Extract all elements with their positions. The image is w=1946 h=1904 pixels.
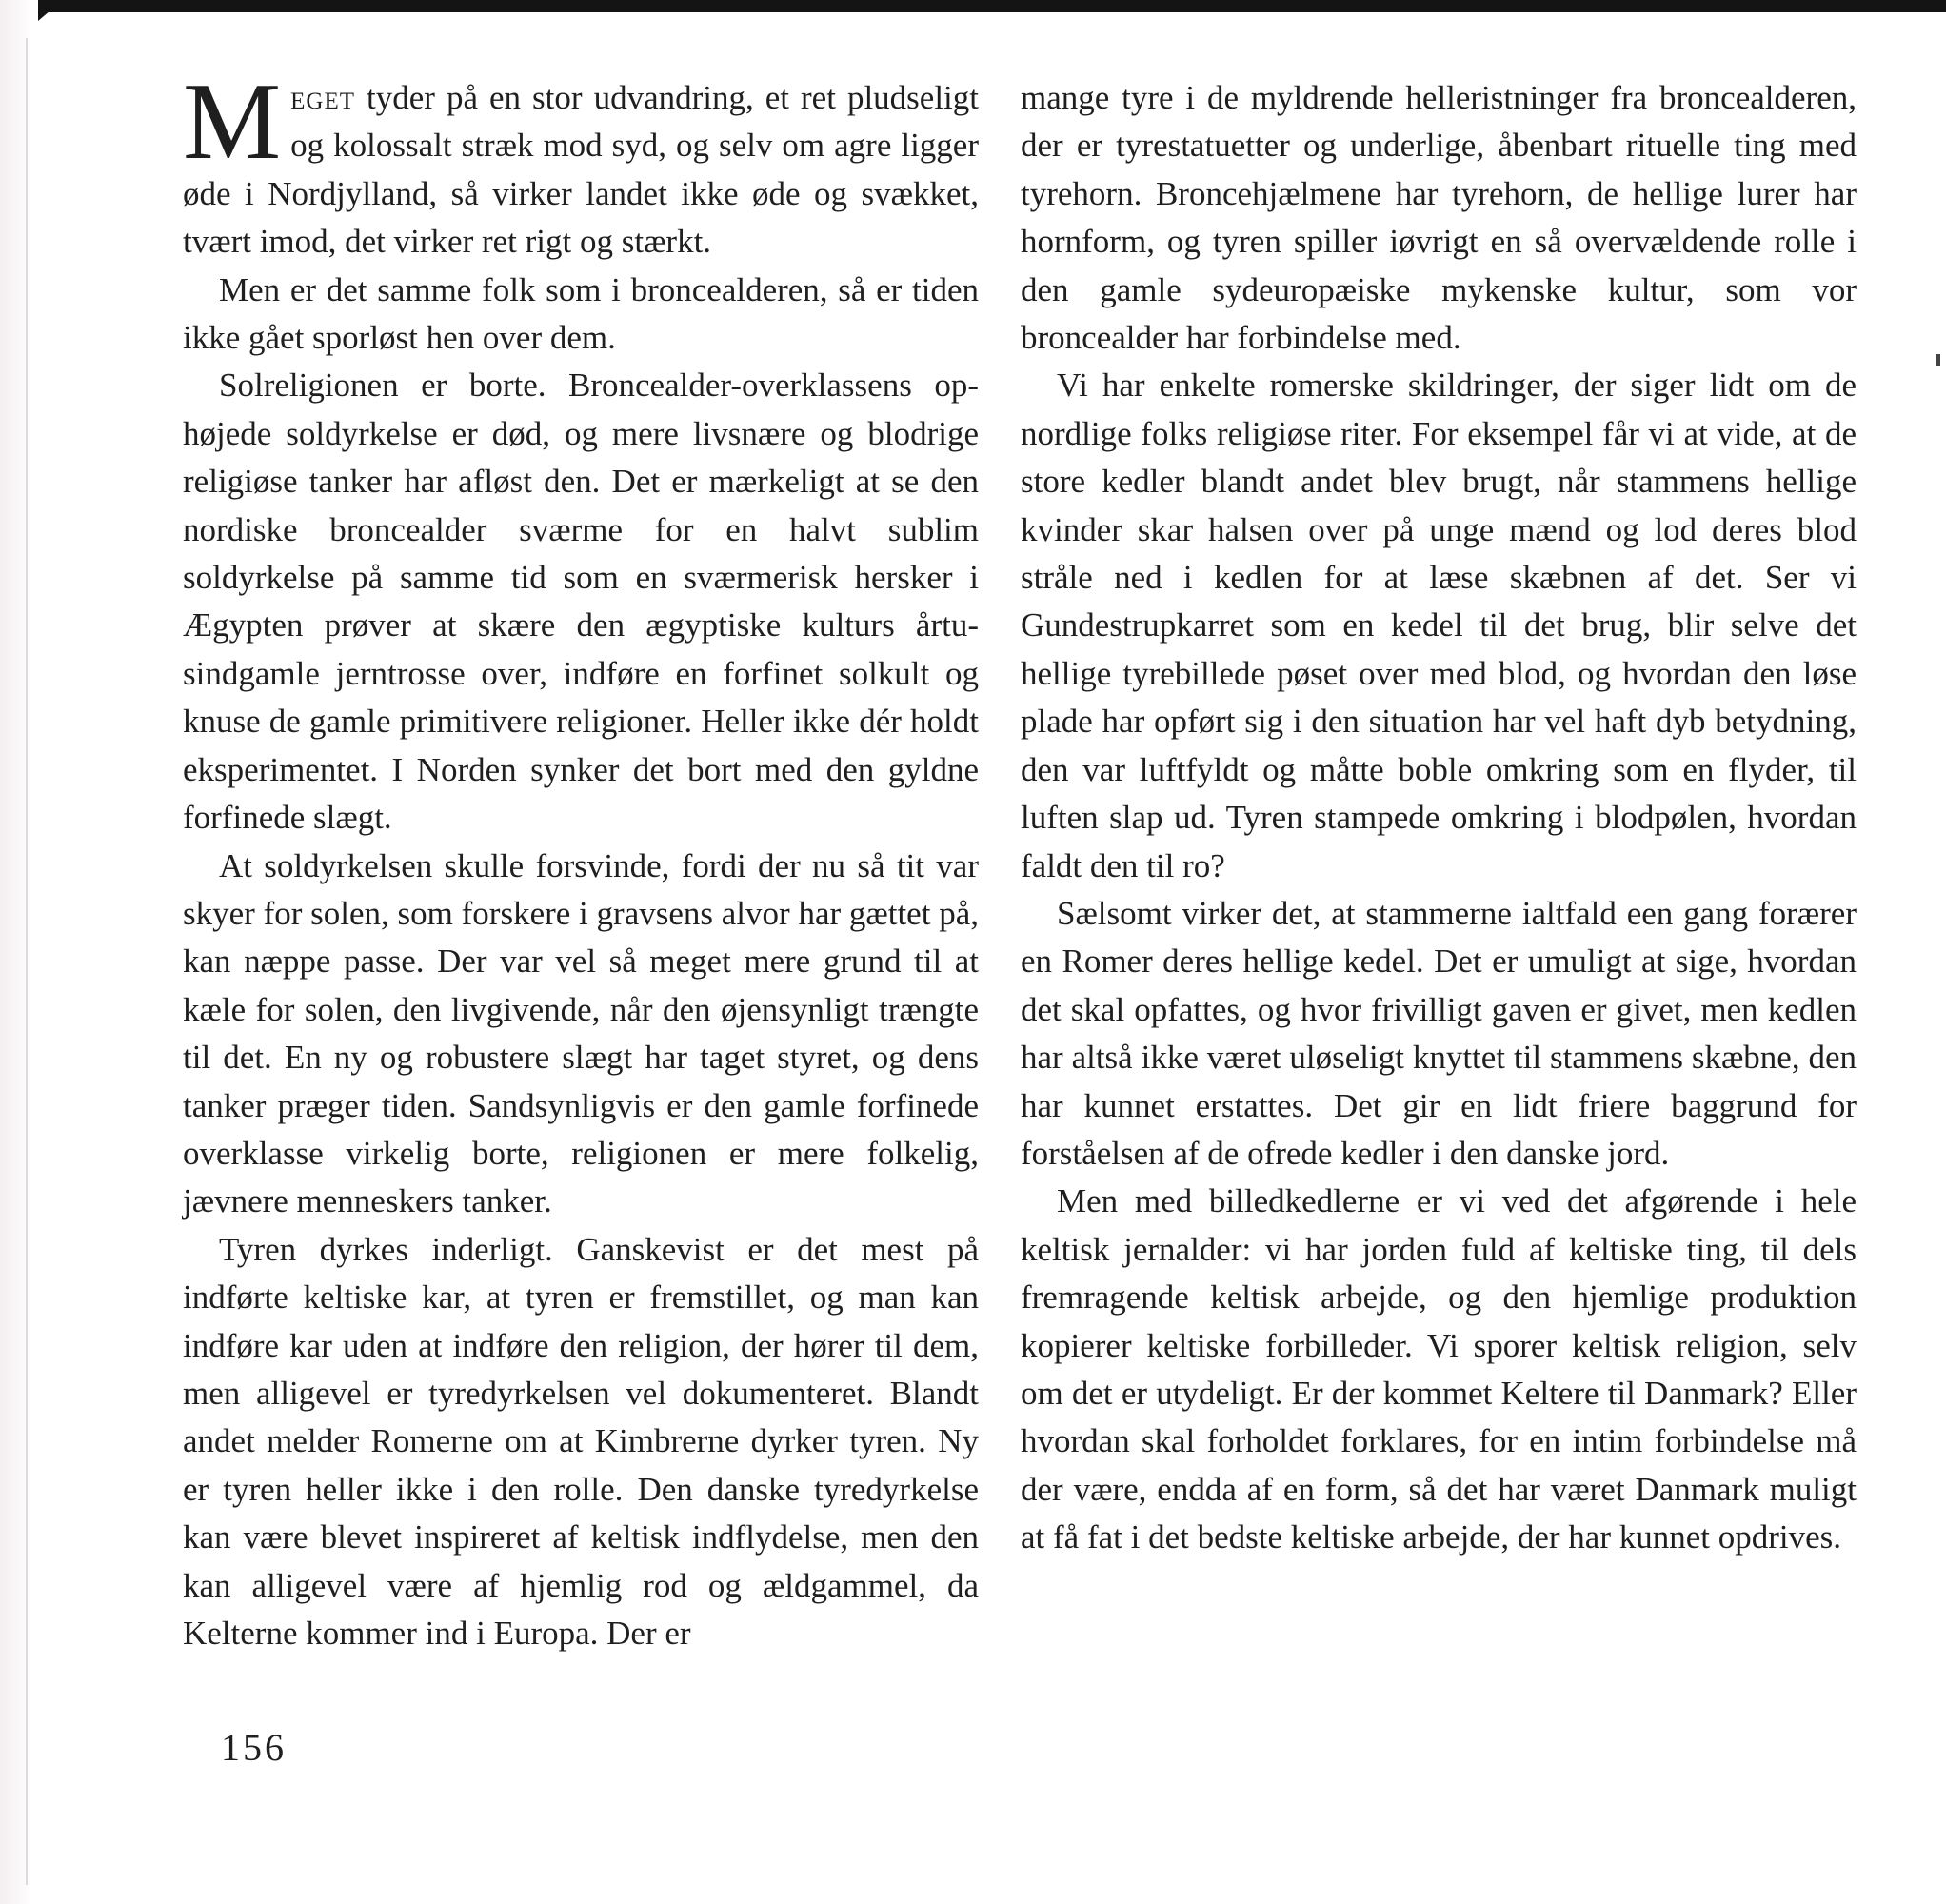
lead-small-caps: eget (290, 79, 356, 116)
top-border-rule (38, 0, 1946, 12)
body-paragraph: Tyren dyrkes inderligt. Ganskevist er det mest på indførte keltiske kar, at tyren er fremstillet, og man kan indføre kar uden at indføre den religion, der hører til dem, men alligevel er tyredyrkelsen vel dokumenteret. Blandt andet melder Romerne om at Kimbrerne dyrker tyren. Ny er tyren heller ikke i den rolle. Den danske tyredyrkelse kan være blevet inspireret af keltisk indflydelse, men den kan alligevel være af hjemlig rod og ældgammel, da Kelterne kommer ind i Europa. Der er (183, 1230, 979, 1652)
opening-paragraph-text: tyder på en stor udvandring, et ret pludseligt og kolossalt stræk mod syd, og selv om agre ligger øde i Nordjylland, så virker landet ikke øde og svækket, tvært imod, det virker ret rigt og stærkt. (183, 79, 979, 261)
continued-paragraph: mange tyre i de myldrende helleristninger fra broncealderen, der er tyrestatuetter og underlige, åbenbart rituelle ting med tyrehorn. Broncehjælmene har tyrehorn, de hellige lurer har hornform, og tyren spiller iøvrigt en så overvældende rolle i den gamle sydeuropæiske mykenske kultur, som vor broncealder har forbindelse med. (1021, 79, 1857, 357)
body-paragraph: Vi har enkelte romerske skildringer, der siger lidt om de nordlige folks religiøse riter. For eksempel får vi at vide, at de store kedler blandt andet blev brugt, når stammens hellige kvinder skar halsen over på unge mænd og lod deres blod stråle ned i kedlen for at læse skæbnen af det. Ser vi Gundestrupkarret som en kedel til det brug, blir selve det hellige tyrebillede pøset over med blod, og hvordan den løse plade har opført sig i den situation har vel haft dyb betydning, den var luftfyldt og måtte boble omkring som en flyder, til luften slap ud. Tyren stampede omkring i blodpølen, hvordan faldt den til ro? (1021, 367, 1857, 884)
body-paragraph: Sælsomt virker det, at stammerne ialtfald een gang forærer en Romer deres hellige kedel. Det er umuligt at sige, hvordan det skal opfattes, og hvor frivilligt gaven er givet, men kedlen har altså ikke været uløseligt knyttet til stammens skæbne, den har kunnet erstattes. Det gir en lidt friere baggrund for forståelsen af de ofrede kedler i den danske jord. (1021, 894, 1857, 1172)
page-number: 156 (221, 1726, 287, 1769)
corner-mark-icon (38, 0, 63, 21)
opening-paragraph (183, 61, 979, 267)
edge-tick-mark (1936, 354, 1940, 366)
left-text-column (183, 61, 979, 1657)
body-paragraph: At soldyrkelsen skulle forsvinde, fordi der nu så tit var skyer for solen, som forskere i gravsens alvor har gættet på, kan næppe passe. Der var vel så meget mere grund til at kæle for solen, den livgivende, når den øjensynligt trængte til det. En ny og robustere slægt har taget styret, og dens tanker præger tiden. Sandsynligvis er den gamle forfinede overklasse virkelig borte, religionen er mere folkelig, jævnere menneskers tanker. (183, 846, 979, 1220)
body-paragraph: Solreligionen er borte. Broncealder-overklassens ophøjede soldyrkelse er død, og mere livsnære og blodrige religiøse tanker har afløst den. Det er mærkeligt at se den nordiske broncealder sværme for en halvt sublim soldyrkelse på samme tid som en sværmerisk hersker i Ægypten prøver at skære den ægyptiske kulturs årtusindgamle jerntrosse over, indføre en forfinet solkult og knuse de gamle primitivere religioner. Heller ikke dér holdt eksperimentet. I Norden synker det bort med den gyldne forfinede slægt. (183, 367, 979, 837)
right-text-column (1021, 74, 1857, 1562)
body-paragraph: Men er det samme folk som i broncealderen, så er tiden ikke gået sporløst hen over dem. (183, 270, 979, 357)
drop-cap-initial: M (183, 61, 282, 183)
book-binding-fold (26, 38, 28, 1885)
body-paragraph: Men med billedkedlerne er vi ved det afgørende i hele keltisk jernalder: vi har jorden fuld af keltiske ting, til dels fremragende keltisk arbejde, og den hjemlige produktion kopierer keltiske forbilleder. Vi sporer keltisk religion, selv om det er utydeligt. Er der kommet Keltere til Danmark? Eller hvordan skal forholdet forklares, for en intim forbindelse må der være, endda af en form, så det har været Danmark muligt at få fat i det bedste keltiske arbejde, der har kunnet opdrives. (1021, 1182, 1857, 1557)
